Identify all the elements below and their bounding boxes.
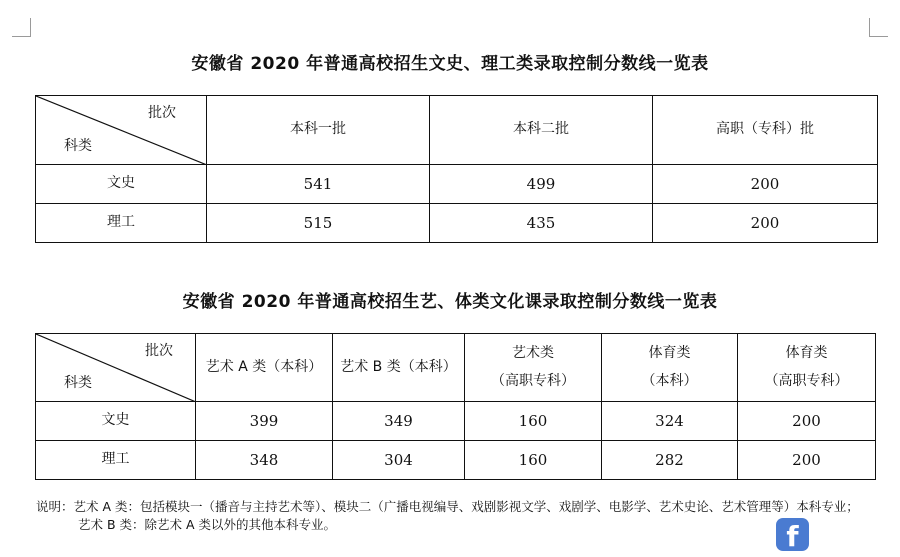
score-cell: 160 [465,402,602,441]
table-row [36,204,878,243]
table1-header-cell: 高职（专科）批 [653,96,878,165]
table2-header-cell [738,334,876,402]
score-cell: 399 [196,402,333,441]
table1-title: 安徽省 2020 年普通高校招生文史、理工类录取控制分数线一览表 [191,54,709,74]
row-label: 文史 [36,165,207,204]
table2-title: 安徽省 2020 年普通高校招生艺、体类文化课录取控制分数线一览表 [182,292,718,312]
header-line: （本科） [641,372,698,389]
row-label: 文史 [36,402,196,441]
note-line-1: 说明：艺术 A 类：包括模块一（播音与主持艺术等）、模块二（广播电视编导、戏剧影视文学、戏剧学、电影学、艺术史论、艺术管理等）本科专业； [36,499,859,514]
score-cell: 200 [653,165,878,204]
header-line: （高职专科） [491,372,575,389]
score-cell: 324 [602,402,738,441]
header-line: （高职专科） [764,372,849,389]
table2-corner-batch-label: 批次 [145,343,173,359]
score-cell: 282 [602,441,738,480]
table2-corner-cell [36,334,196,402]
header-line: 体育类 [785,345,828,361]
score-cell: 349 [333,402,465,441]
score-cell: 200 [738,441,876,480]
table2-header-cell [333,334,465,402]
score-cell: 200 [738,402,876,441]
row-label: 理工 [36,441,196,480]
header-line: 体育类 [648,345,691,361]
header-line: 艺术类 [512,345,554,361]
table1-diagonal-line [36,96,207,165]
score-cell: 435 [430,204,653,243]
score-cell: 348 [196,441,333,480]
table2-header-cell [465,334,602,402]
facebook-logo-icon: f [776,518,809,551]
notes [36,498,859,534]
table1-header-cell: 本科二批 [430,96,653,165]
note-line-2: 艺术 B 类：除艺术 A 类以外的其他本科专业。 [78,517,337,532]
table1-corner-batch-label: 批次 [148,105,176,121]
table2 [35,333,876,480]
row-label: 理工 [36,204,207,243]
score-cell: 200 [653,204,878,243]
table2-header-cell [602,334,738,402]
score-cell: 541 [207,165,430,204]
table1-corner-category-label: 科类 [64,137,92,154]
header-line: 艺术 B 类（本科） [340,358,457,375]
page-corner-mark-right [869,18,888,37]
score-cell: 515 [207,204,430,243]
score-cell: 499 [430,165,653,204]
table2-header-cell [196,334,333,402]
table-row [36,402,876,441]
header-line: 艺术 A 类（本科） [205,358,323,375]
page-corner-mark-left [12,18,31,37]
table1 [35,95,878,243]
score-cell: 304 [333,441,465,480]
table-row [36,441,876,480]
table2-corner-category-label: 科类 [64,374,92,391]
table-row [36,165,878,204]
table1-header-cell: 本科一批 [207,96,430,165]
score-cell: 160 [465,441,602,480]
table1-corner-cell [36,96,207,165]
